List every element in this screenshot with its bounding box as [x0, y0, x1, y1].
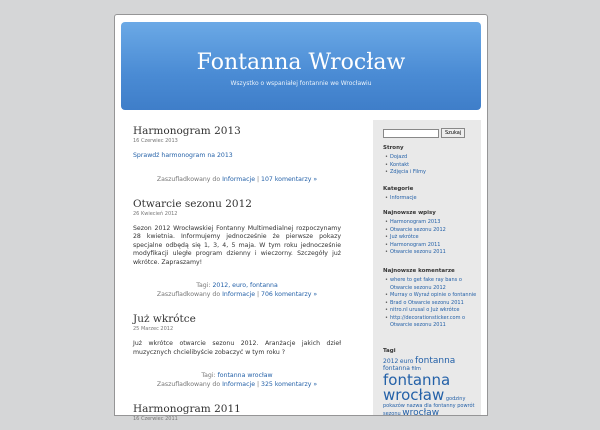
tag-link[interactable]: sezonu: [383, 411, 401, 418]
category-link[interactable]: Informacje: [390, 195, 417, 201]
recent-post-link[interactable]: Harmonogram 2013: [390, 219, 441, 225]
post-title[interactable]: Harmonogram 2011: [133, 403, 241, 415]
blog-header: [121, 22, 481, 110]
tag-link[interactable]: wrocław: [383, 386, 445, 405]
tag-link[interactable]: fontanny: [433, 403, 456, 410]
post-body: Sezon 2012 Wrocławskiej Fontanny Multimedialnej rozpoczynamy 28 kwietnia. Informujemy jednocześnie że pierwsze pokazy specjalne odbędą się 1, 3, 4, 5 maja. W tym roku jednocześnie modyfikacji uległe program dzienny i wieczorny. Szczegóły już wkrótce. Zapraszamy!: [133, 224, 341, 266]
post-meta: Zaszufladkowany do Informacje | 107 komentarzy »: [156, 175, 318, 183]
tag-link[interactable]: pokazów: [383, 403, 405, 410]
post-body: [133, 152, 341, 161]
tag-link[interactable]: godziny: [445, 396, 466, 403]
list-item: [383, 307, 479, 315]
list-item: [383, 227, 479, 235]
recent-comments-widget: [383, 268, 479, 330]
main-content: [133, 125, 341, 430]
list-item: [383, 169, 479, 177]
recent-post-link[interactable]: Już wkrótce: [390, 234, 419, 240]
post-tags: [133, 371, 341, 380]
comment-link[interactable]: Murray o Wyraź opinie o fontannie: [390, 292, 477, 298]
filed-label: Zaszufladkowany do: [156, 175, 221, 183]
post-title[interactable]: Otwarcie sezonu 2012: [133, 197, 252, 210]
comments-link[interactable]: 706 komentarzy »: [261, 291, 318, 298]
post-date: 16 Czerwiec 2011: [133, 416, 178, 422]
page-link-zdjecia[interactable]: Zdjęcia i Filmy: [390, 169, 426, 175]
widget-title: Kategorie: [383, 186, 414, 192]
list-item: [383, 195, 479, 203]
recent-post-link[interactable]: Otwarcie sezonu 2012: [390, 226, 446, 233]
post-date: 25 Marzec 2012: [133, 326, 174, 332]
tag-link[interactable]: fontanna: [414, 356, 456, 366]
list-item: [383, 300, 479, 308]
comment-link[interactable]: http://decorationsticker.com o Otwarcie sezonu 2011: [390, 314, 466, 328]
search-input[interactable]: [383, 129, 439, 138]
tag-link[interactable]: film: [411, 366, 421, 373]
tag-link[interactable]: powrót: [457, 403, 475, 410]
recent-post-link[interactable]: Otwarcie sezonu 2011: [390, 249, 446, 255]
categories-widget: [383, 186, 479, 203]
post: [133, 125, 341, 184]
post-tags: [133, 281, 341, 290]
comments-link[interactable]: 107 komentarzy »: [261, 175, 318, 183]
tag-cloud: [383, 357, 479, 419]
list-item: [383, 162, 479, 170]
recent-posts-widget: [383, 210, 479, 257]
post-body: Już wkrótce otwarcie sezonu 2012. Aranżacje jakich dzieł muzycznych chcielibyście zobaczyć w tym roku ?: [133, 340, 341, 356]
tags-links[interactable]: 2012, euro, fontanna: [212, 282, 278, 289]
post-date: 16 Czerwiec 2013: [133, 138, 178, 144]
list-item: [383, 154, 479, 162]
post: [133, 198, 341, 300]
widget-title: Strony: [383, 145, 404, 151]
list-item: [383, 292, 479, 300]
tag-link[interactable]: fontanna: [383, 365, 410, 373]
post: [133, 313, 341, 389]
category-link[interactable]: Informacje: [222, 381, 256, 388]
tags-widget: [383, 348, 479, 419]
post-meta: Zaszufladkowany do Informacje | 325 komentarzy »: [156, 381, 318, 388]
comment-link[interactable]: Brad o Otwarcie sezonu 2011: [390, 299, 464, 306]
post-title[interactable]: Harmonogram 2013: [133, 125, 241, 137]
list-item: [383, 249, 479, 257]
sidebar: [373, 120, 481, 419]
tag-link[interactable]: fontanna: [383, 370, 451, 389]
filed-label: Zaszufladkowany do: [156, 291, 221, 298]
blog-title[interactable]: Fontanna Wrocław: [196, 50, 406, 75]
post-link[interactable]: Sprawdź harmonogram na 2013: [133, 152, 233, 159]
tags-label: Tagi:: [196, 282, 211, 289]
tag-link[interactable]: 2012: [383, 358, 399, 365]
post-title[interactable]: Już wkrótce: [133, 313, 196, 325]
list-item: [383, 234, 479, 242]
page-link-dojazd[interactable]: Dojazd: [390, 154, 408, 160]
tag-link[interactable]: dla: [424, 403, 432, 410]
comment-link[interactable]: where to get fake ray bans o Otwarcie sezonu 2012: [390, 277, 462, 291]
tags-links[interactable]: fontanna wrocław: [217, 372, 273, 379]
search-form: [383, 128, 465, 138]
post: [133, 403, 341, 422]
widget-title: Tagi: [383, 348, 396, 354]
comments-link[interactable]: 325 komentarzy »: [261, 381, 318, 388]
recent-post-link[interactable]: Harmonogram 2011: [390, 241, 441, 248]
list-item: [383, 277, 479, 292]
category-link[interactable]: Informacje: [222, 291, 256, 298]
widget-title: Najnowsze wpisy: [383, 210, 436, 216]
tag-link[interactable]: nazwa: [406, 403, 423, 410]
blog-description: Wszystko o wspaniałej fontannie we Wrocławiu: [230, 80, 372, 87]
page-container: [114, 14, 488, 422]
widget-title: Najnowsze komentarze: [383, 268, 455, 274]
category-link[interactable]: Informacje: [222, 175, 256, 183]
list-item: [383, 315, 479, 330]
tag-link[interactable]: euro: [399, 358, 414, 365]
post-date: 26 Kwiecień 2012: [133, 210, 178, 217]
list-item: [383, 219, 479, 227]
filed-label: Zaszufladkowany do: [156, 381, 221, 388]
tags-label: Tagi:: [201, 372, 216, 379]
tag-link[interactable]: wrocław: [402, 408, 440, 419]
post-meta: Zaszufladkowany do Informacje | 706 komentarzy »: [156, 291, 318, 298]
page-link-kontakt[interactable]: Kontakt: [390, 161, 410, 168]
search-button[interactable]: Szukaj: [441, 128, 465, 138]
list-item: [383, 242, 479, 250]
comment-link[interactable]: nitro.nl urusal o Już wkrótce: [390, 307, 460, 313]
pages-widget: [383, 145, 479, 177]
